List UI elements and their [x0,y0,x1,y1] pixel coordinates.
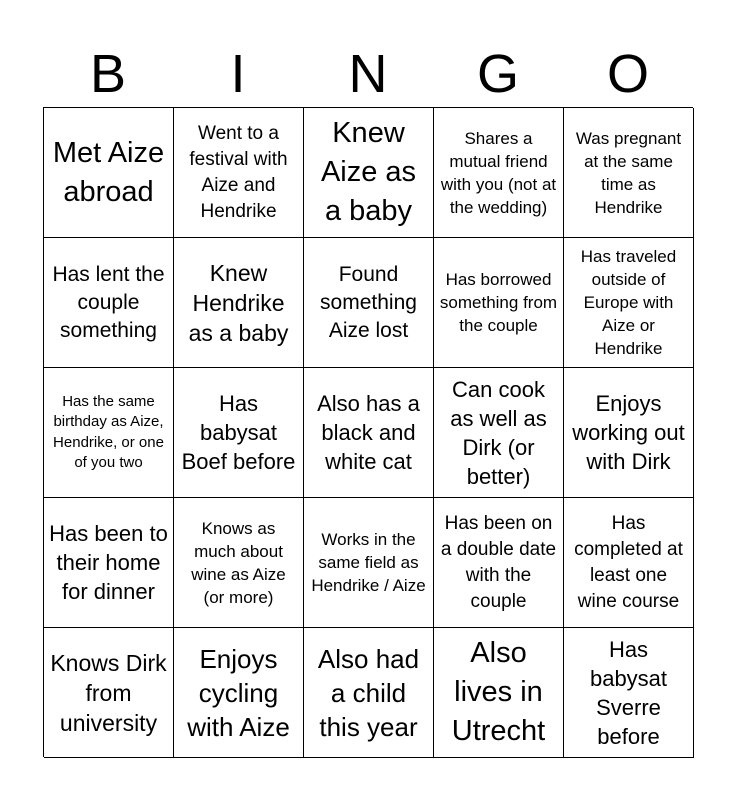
cell-text: Also had a child this year [317,643,420,742]
bingo-cell-r4c3[interactable] [304,498,434,628]
cell-text: Enjoys working out with Dirk [572,391,685,474]
bingo-cell-r2c1[interactable] [44,238,174,368]
cell-text: Has been to their home for dinner [49,521,168,604]
bingo-cell-r4c4[interactable] [434,498,564,628]
bingo-cell-r5c2[interactable] [174,628,304,758]
header-letter-o: O [606,44,649,104]
cell-text: Has completed at least one wine course [574,512,683,612]
cell-text: Has traveled outside of Europe with Aize or Hendrike [580,247,677,358]
cell-text: Has been on a double date with the couple [440,512,557,612]
bingo-cell-r5c1[interactable] [44,628,174,758]
cell-text: Found something Aize lost [320,262,417,342]
cell-text: Also lives in Utrecht [451,637,546,747]
cell-text: Shares a mutual friend with you (not at the wedding) [440,128,557,217]
bingo-cell-r2c5[interactable] [564,238,694,368]
bingo-cell-r4c5[interactable] [564,498,694,628]
header-letter-n: N [348,44,388,104]
cell-text: Has babysat Boef before [181,391,296,474]
bingo-cell-r4c2[interactable] [174,498,304,628]
bingo-header [43,42,693,106]
bingo-cell-r3c3[interactable] [304,368,434,498]
bingo-cell-r5c3[interactable] [304,628,434,758]
bingo-cell-r1c5[interactable] [564,108,694,238]
cell-text: Enjoys cycling with Aize [187,643,290,742]
bingo-cell-r3c5[interactable] [564,368,694,498]
bingo-cell-r1c4[interactable] [434,108,564,238]
cell-text: Met Aize abroad [52,136,165,208]
header-letter-b: B [89,44,127,104]
bingo-cell-r5c5[interactable] [564,628,694,758]
cell-text: Has babysat Sverre before [589,636,668,749]
cell-text: Can cook as well as Dirk (or better) [450,376,547,489]
cell-text: Has the same birthday as Aize, Hendrike, or one of you two [53,392,164,471]
bingo-cell-r3c4[interactable] [434,368,564,498]
cell-text: Has lent the couple something [52,262,165,342]
bingo-cell-r4c1[interactable] [44,498,174,628]
cell-text: Also has a black and white cat [317,391,420,474]
bingo-cell-r1c1[interactable] [44,108,174,238]
cell-text: Went to a festival with Aize and Hendrike [189,122,288,222]
cell-text: Knows as much about wine as Aize (or more) [191,518,286,607]
bingo-cell-r3c2[interactable] [174,368,304,498]
bingo-cell-r2c2[interactable] [174,238,304,368]
header-letter-g: G [476,44,519,104]
cell-text: Works in the same field as Hendrike / Aize [311,530,426,595]
cell-text: Knows Dirk from university [50,649,167,736]
header-letter-i: I [230,44,246,104]
cell-text: Knew Aize as a baby [320,117,417,227]
cell-text: Knew Hendrike as a baby [188,259,289,346]
bingo-grid [43,107,693,757]
cell-text: Was pregnant at the same time as Hendrike [575,128,682,217]
bingo-cell-r3c1[interactable] [44,368,174,498]
bingo-cell-r2c4[interactable] [434,238,564,368]
bingo-cell-r2c3[interactable] [304,238,434,368]
cell-text: Has borrowed something from the couple [439,270,558,335]
bingo-cell-r5c4[interactable] [434,628,564,758]
bingo-cell-r1c3[interactable] [304,108,434,238]
bingo-cell-r1c2[interactable] [174,108,304,238]
